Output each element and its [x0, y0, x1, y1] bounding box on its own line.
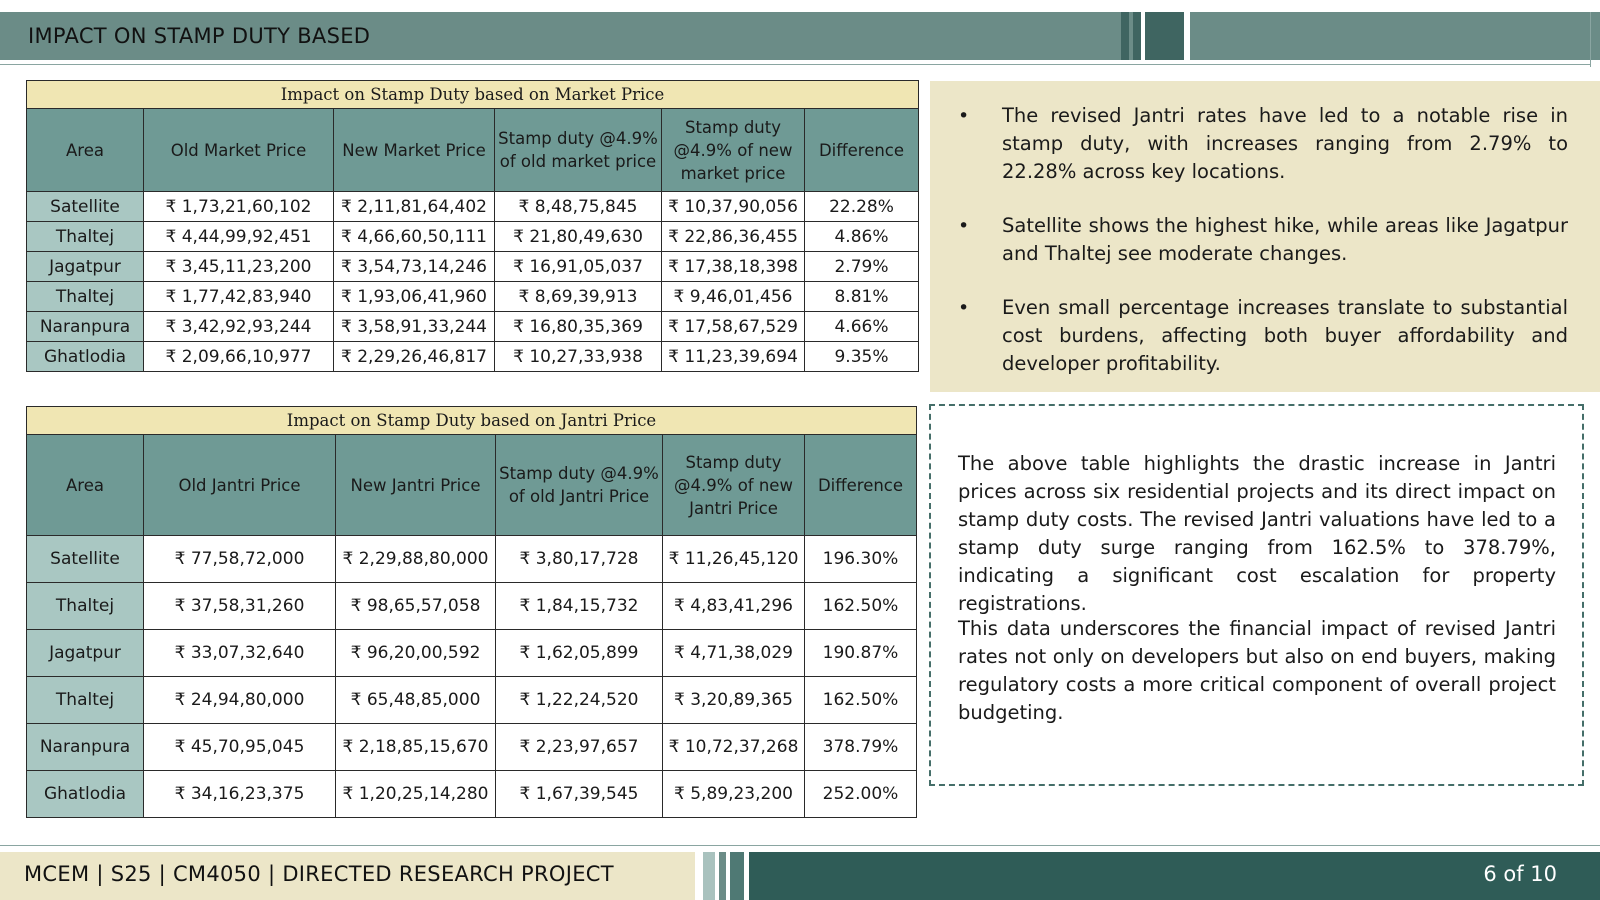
difference-cell: 196.30% — [805, 536, 917, 583]
table-cell: ₹ 10,27,33,938 — [495, 342, 662, 372]
table-cell: ₹ 1,62,05,899 — [496, 630, 663, 677]
bullet-item — [958, 102, 1568, 186]
table-cell: ₹ 1,93,06,41,960 — [334, 282, 495, 312]
area-cell: Ghatlodia — [27, 342, 144, 372]
table-cell: ₹ 17,38,18,398 — [662, 252, 805, 282]
table-cell: ₹ 21,80,49,630 — [495, 222, 662, 252]
difference-cell: 2.79% — [805, 252, 919, 282]
column-header: Difference — [805, 435, 917, 536]
table-cell: ₹ 1,84,15,732 — [496, 583, 663, 630]
table-cell: ₹ 96,20,00,592 — [336, 630, 496, 677]
table-cell: ₹ 1,77,42,83,940 — [144, 282, 334, 312]
column-header: Area — [27, 109, 144, 192]
table-cell: ₹ 8,48,75,845 — [495, 192, 662, 222]
area-cell: Jagatpur — [27, 252, 144, 282]
table-cell: ₹ 3,54,73,14,246 — [334, 252, 495, 282]
table-cell: ₹ 11,26,45,120 — [663, 536, 805, 583]
table-cell: ₹ 17,58,67,529 — [662, 312, 805, 342]
jantri-price-table — [26, 406, 917, 818]
course-label: MCEM | S25 | CM4050 | DIRECTED RESEARCH PROJECT — [24, 862, 614, 886]
table-cell: ₹ 98,65,57,058 — [336, 583, 496, 630]
footer-stripe — [719, 852, 726, 900]
table-row — [27, 222, 919, 252]
table-cell: ₹ 4,66,60,50,111 — [334, 222, 495, 252]
table-row — [27, 677, 917, 724]
area-cell: Naranpura — [27, 724, 144, 771]
table-cell: ₹ 37,58,31,260 — [144, 583, 336, 630]
area-cell: Thaltej — [27, 222, 144, 252]
table-row — [27, 342, 919, 372]
table-row — [27, 282, 919, 312]
column-header: Stamp duty @4.9% of new Jantri Price — [663, 435, 805, 536]
table-cell: ₹ 22,86,36,455 — [662, 222, 805, 252]
column-header: Old Jantri Price — [144, 435, 336, 536]
page-number: 6 of 10 — [1483, 862, 1557, 886]
area-cell: Thaltej — [27, 677, 144, 724]
header-divider — [1590, 12, 1591, 67]
difference-cell: 9.35% — [805, 342, 919, 372]
table-row — [27, 583, 917, 630]
header-divider — [0, 64, 1590, 65]
footer-divider — [0, 845, 1600, 846]
table-header-row — [27, 435, 917, 536]
difference-cell: 190.87% — [805, 630, 917, 677]
bullet-marker: • — [958, 297, 970, 319]
table-cell: ₹ 5,89,23,200 — [663, 771, 805, 818]
table-cell: ₹ 65,48,85,000 — [336, 677, 496, 724]
key-points-panel — [930, 81, 1600, 392]
bullet-text: Even small percentage increases translate to substantial cost burdens, affecting both buyer affordability and developer profitability. — [1002, 296, 1568, 375]
header-stripe — [1145, 12, 1184, 60]
table-row — [27, 630, 917, 677]
summary-paragraph: The above table highlights the drastic increase in Jantri prices across six residential projects and its direct impact on stamp duty costs. The revised Jantri valuations have led to a stamp duty surge ranging from 162.5% to 378.79%, indicating a significant cost escalation for property registrations. — [958, 452, 1556, 615]
difference-cell: 4.86% — [805, 222, 919, 252]
difference-cell: 162.50% — [805, 677, 917, 724]
table-row — [27, 252, 919, 282]
header-stripe — [1121, 12, 1129, 60]
market-price-table — [26, 80, 919, 372]
column-header: Old Market Price — [144, 109, 334, 192]
table-cell: ₹ 77,58,72,000 — [144, 536, 336, 583]
difference-cell: 8.81% — [805, 282, 919, 312]
table-cell: ₹ 3,42,92,93,244 — [144, 312, 334, 342]
table-row — [27, 192, 919, 222]
summary-box — [929, 404, 1584, 786]
table-cell: ₹ 34,16,23,375 — [144, 771, 336, 818]
bullet-marker: • — [958, 105, 970, 127]
area-cell: Thaltej — [27, 282, 144, 312]
table-cell: ₹ 8,69,39,913 — [495, 282, 662, 312]
difference-cell: 252.00% — [805, 771, 917, 818]
header-stripe — [1133, 12, 1141, 60]
bullet-text: The revised Jantri rates have led to a notable rise in stamp duty, with increases ranging from 2.79% to 22.28% across key locations. — [1002, 104, 1568, 183]
table-cell: ₹ 24,94,80,000 — [144, 677, 336, 724]
table-cell: ₹ 2,29,26,46,817 — [334, 342, 495, 372]
area-cell: Satellite — [27, 536, 144, 583]
table-cell: ₹ 2,23,97,657 — [496, 724, 663, 771]
area-cell: Satellite — [27, 192, 144, 222]
area-cell: Ghatlodia — [27, 771, 144, 818]
table-caption: Impact on Stamp Duty based on Jantri Price — [26, 406, 917, 434]
column-header: Area — [27, 435, 144, 536]
footer-bar-right — [749, 852, 1600, 900]
difference-cell: 4.66% — [805, 312, 919, 342]
table-cell: ₹ 3,45,11,23,200 — [144, 252, 334, 282]
column-header: Difference — [805, 109, 919, 192]
table-cell: ₹ 11,23,39,694 — [662, 342, 805, 372]
footer-stripe — [730, 852, 744, 900]
table-cell: ₹ 1,67,39,545 — [496, 771, 663, 818]
column-header: Stamp duty @4.9% of new market price — [662, 109, 805, 192]
difference-cell: 378.79% — [805, 724, 917, 771]
table-cell: ₹ 3,20,89,365 — [663, 677, 805, 724]
column-header: Stamp duty @4.9% of old market price — [495, 109, 662, 192]
table-cell: ₹ 1,73,21,60,102 — [144, 192, 334, 222]
footer-stripe — [703, 852, 715, 900]
bullet-item — [958, 212, 1568, 268]
column-header: New Market Price — [334, 109, 495, 192]
table-cell: ₹ 4,83,41,296 — [663, 583, 805, 630]
area-cell: Thaltej — [27, 583, 144, 630]
table-cell: ₹ 45,70,95,045 — [144, 724, 336, 771]
difference-cell: 22.28% — [805, 192, 919, 222]
table-cell: ₹ 2,29,88,80,000 — [336, 536, 496, 583]
table-cell: ₹ 10,72,37,268 — [663, 724, 805, 771]
table-cell: ₹ 4,44,99,92,451 — [144, 222, 334, 252]
column-header: New Jantri Price — [336, 435, 496, 536]
table-cell: ₹ 16,91,05,037 — [495, 252, 662, 282]
table-row — [27, 724, 917, 771]
page-title: IMPACT ON STAMP DUTY BASED — [28, 24, 371, 48]
table-cell: ₹ 1,20,25,14,280 — [336, 771, 496, 818]
table-cell: ₹ 16,80,35,369 — [495, 312, 662, 342]
table-cell: ₹ 2,18,85,15,670 — [336, 724, 496, 771]
table-caption: Impact on Stamp Duty based on Market Price — [26, 80, 919, 108]
difference-cell: 162.50% — [805, 583, 917, 630]
table-cell: ₹ 3,58,91,33,244 — [334, 312, 495, 342]
table-cell: ₹ 9,46,01,456 — [662, 282, 805, 312]
table-row — [27, 312, 919, 342]
area-cell: Naranpura — [27, 312, 144, 342]
header-bar-right — [1190, 12, 1600, 60]
table-cell: ₹ 33,07,32,640 — [144, 630, 336, 677]
table-cell: ₹ 10,37,90,056 — [662, 192, 805, 222]
bullet-text: Satellite shows the highest hike, while areas like Jagatpur and Thaltej see moderate changes. — [1002, 214, 1568, 265]
table-cell: ₹ 2,11,81,64,402 — [334, 192, 495, 222]
summary-paragraph: This data underscores the financial impact of revised Jantri rates not only on developers but also on end buyers, making regulatory costs a more critical component of overall project budgeting. — [958, 617, 1556, 724]
table-cell: ₹ 1,22,24,520 — [496, 677, 663, 724]
bullet-marker: • — [958, 215, 970, 237]
column-header: Stamp duty @4.9% of old Jantri Price — [496, 435, 663, 536]
table-cell: ₹ 4,71,38,029 — [663, 630, 805, 677]
table-row — [27, 536, 917, 583]
bullet-item — [958, 294, 1568, 378]
table-row — [27, 771, 917, 818]
area-cell: Jagatpur — [27, 630, 144, 677]
table-cell: ₹ 3,80,17,728 — [496, 536, 663, 583]
table-header-row — [27, 109, 919, 192]
table-cell: ₹ 2,09,66,10,977 — [144, 342, 334, 372]
